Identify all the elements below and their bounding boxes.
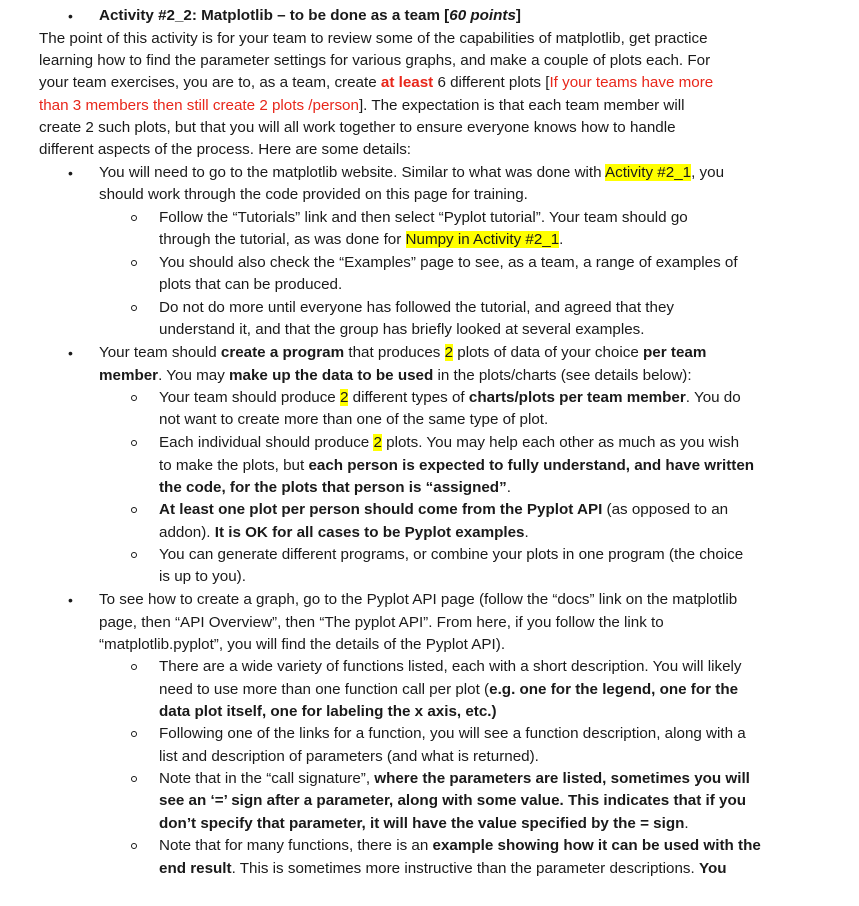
bullet-3-sub-1-line-1: There are a wide variety of functions listed, each with a short description. You will likely bbox=[159, 658, 742, 675]
bullet-2-sub-1-line-1: Your team should produce 2 different types of charts/plots per team member. You do bbox=[159, 389, 741, 406]
sub-bullet-circle-icon bbox=[131, 776, 137, 782]
sub-bullet-circle-icon bbox=[131, 731, 137, 737]
intro-line-5: create 2 such plots, but that you will all work together to ensure everyone knows how to handle bbox=[39, 119, 676, 136]
bullet-2-sub-2-line-1: Each individual should produce 2 plots. You may help each other as much as you wish bbox=[159, 434, 740, 451]
bullet-3-sub-1-line-3: data plot itself, one for labeling the x axis, etc.) bbox=[159, 703, 497, 720]
bullet-2-line-2: member. You may make up the data to be used in the plots/charts (see details below): bbox=[99, 367, 692, 384]
bullet-3-sub-4-line-2: end result. This is sometimes more instructive than the parameter descriptions. You bbox=[159, 860, 727, 877]
bullet-2-sub-3-line-1: At least one plot per person should come from the Pyplot API (as opposed to an bbox=[159, 501, 729, 518]
sub-bullet-circle-icon bbox=[131, 843, 137, 849]
sub-bullet-circle-icon bbox=[131, 664, 137, 670]
sub-bullet-circle-icon bbox=[131, 440, 137, 446]
bullet-3-line-1: To see how to create a graph, go to the Pyplot API page (follow the “docs” link on the matplotlib bbox=[99, 591, 738, 608]
intro-line-6: different aspects of the process. Here are some details: bbox=[39, 141, 412, 158]
bullet-1-sub-3-line-1: Do not do more until everyone has followed the tutorial, and agreed that they bbox=[159, 299, 675, 316]
bullet-3-sub-3-line-3: don’t specify that parameter, it will have the value specified by the = sign. bbox=[159, 815, 689, 832]
bullet-icon: • bbox=[68, 592, 73, 608]
sub-bullet-circle-icon bbox=[131, 395, 137, 401]
intro-line-4: than 3 members then still create 2 plots /person]. The expectation is that each team member will bbox=[39, 97, 685, 114]
bullet-1-sub-3-line-2: understand it, and that the group has briefly looked at several examples. bbox=[159, 321, 645, 338]
sub-bullet-circle-icon bbox=[131, 507, 137, 513]
bullet-1-line-2: should work through the code provided on this page for training. bbox=[99, 186, 528, 203]
bullet-2-sub-2-line-3: the code, for the plots that person is “assigned”. bbox=[159, 479, 511, 496]
bullet-icon: • bbox=[68, 8, 73, 24]
bullet-1-sub-2-line-1: You should also check the “Examples” page to see, as a team, a range of examples of bbox=[159, 254, 738, 271]
bullet-1-line-1: You will need to go to the matplotlib website. Similar to what was done with Activity #2_1, you bbox=[99, 164, 725, 181]
bullet-2-sub-1-line-2: not want to create more than one of the same type of plot. bbox=[159, 411, 549, 428]
sub-bullet-circle-icon bbox=[131, 215, 137, 221]
bullet-1-sub-1-line-1: Follow the “Tutorials” link and then select “Pyplot tutorial”. Your team should go bbox=[159, 209, 688, 226]
bullet-3-sub-2-line-2: list and description of parameters (and what is returned). bbox=[159, 748, 539, 765]
bullet-2-sub-4-line-2: is up to you). bbox=[159, 568, 246, 585]
bullet-3-sub-2-line-1: Following one of the links for a function, you will see a function description, along with a bbox=[159, 725, 746, 742]
bullet-3-line-2: page, then “API Overview”, then “The pyplot API”. From here, if you follow the link to bbox=[99, 614, 664, 631]
bullet-1-sub-1-line-2: through the tutorial, as was done for Numpy in Activity #2_1. bbox=[159, 231, 564, 248]
bullet-2-line-1: Your team should create a program that produces 2 plots of data of your choice per team bbox=[99, 344, 707, 361]
bullet-icon: • bbox=[68, 345, 73, 361]
bullet-3-line-3: “matplotlib.pyplot”, you will find the details of the Pyplot API). bbox=[99, 636, 506, 653]
bullet-2-sub-3-line-2: addon). It is OK for all cases to be Pyplot examples. bbox=[159, 524, 529, 541]
intro-line-3: your team exercises, you are to, as a team, create at least 6 different plots [If your teams have more bbox=[39, 74, 714, 91]
bullet-3-sub-3-line-1: Note that in the “call signature”, where the parameters are listed, sometimes you will bbox=[159, 770, 750, 787]
bullet-1-sub-2-line-2: plots that can be produced. bbox=[159, 276, 343, 293]
sub-bullet-circle-icon bbox=[131, 552, 137, 558]
bullet-3-sub-3-line-2: see an ‘=’ sign after a parameter, along with some value. This indicates that if you bbox=[159, 792, 747, 809]
sub-bullet-circle-icon bbox=[131, 260, 137, 266]
bullet-3-sub-4-line-1: Note that for many functions, there is an example showing how it can be used with the bbox=[159, 837, 761, 854]
bullet-2-sub-2-line-2: to make the plots, but each person is expected to fully understand, and have written bbox=[159, 457, 755, 474]
bullet-icon: • bbox=[68, 165, 73, 181]
bullet-3-sub-1-line-2: need to use more than one function call per plot (e.g. one for the legend, one for the bbox=[159, 681, 739, 698]
intro-line-1: The point of this activity is for your team to review some of the capabilities of matplotlib, get practice bbox=[39, 30, 708, 47]
activity-title: Activity #2_2: Matplotlib – to be done as a team [60 points] bbox=[99, 7, 521, 24]
intro-line-2: learning how to find the parameter settings for various graphs, and make a couple of plots each. For bbox=[39, 52, 711, 69]
bullet-2-sub-4-line-1: You can generate different programs, or combine your plots in one program (the choice bbox=[159, 546, 744, 563]
sub-bullet-circle-icon bbox=[131, 305, 137, 311]
